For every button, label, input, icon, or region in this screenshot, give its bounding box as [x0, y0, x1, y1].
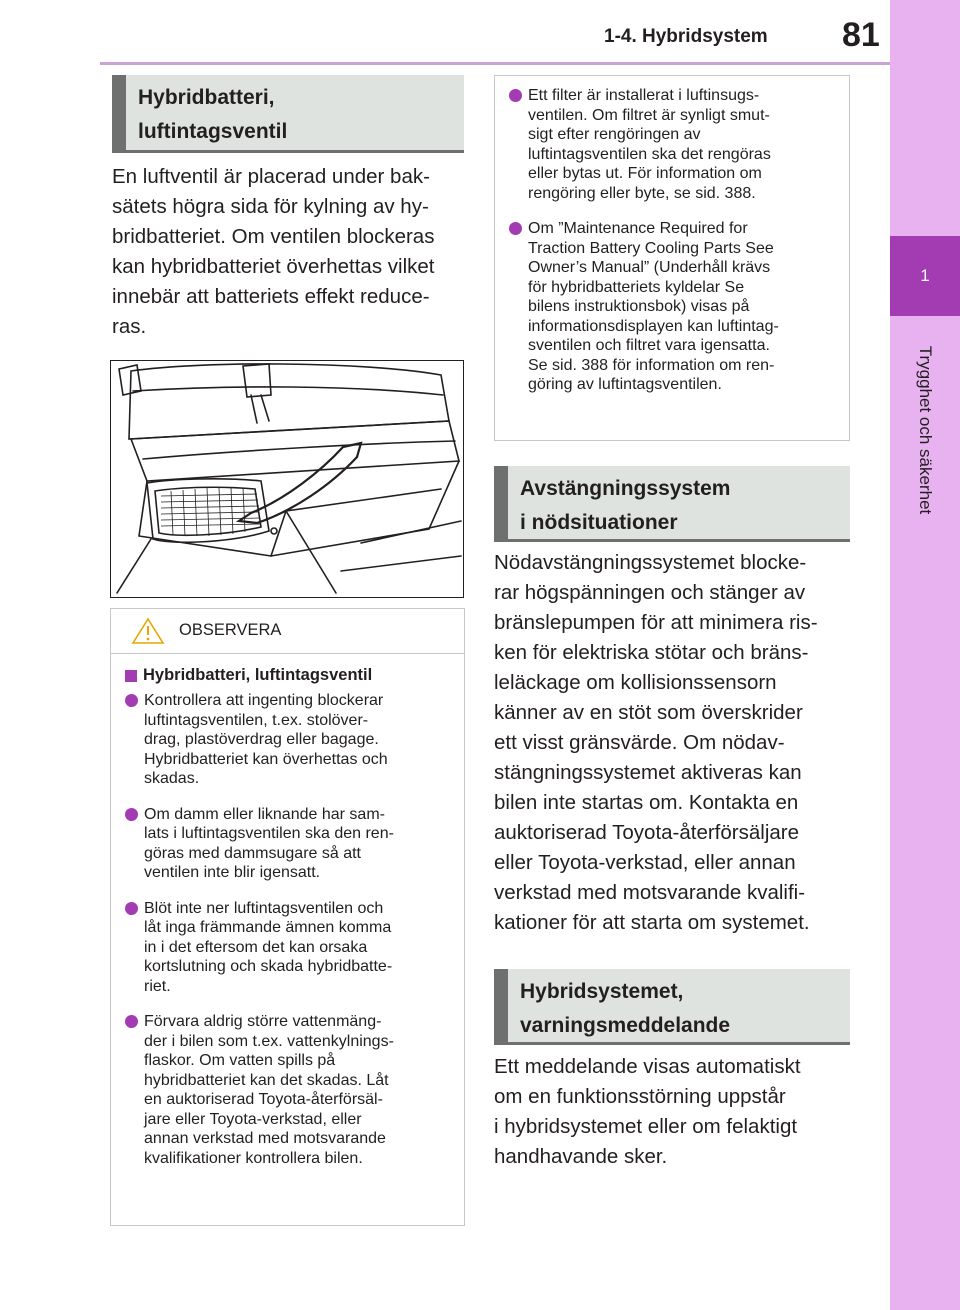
bullet-icon	[125, 1015, 138, 1028]
text-line: Nödavstängningssystemet blocke-	[494, 551, 807, 574]
text-line: luftintagsventilen ska det rengöras	[528, 145, 771, 163]
section-title: 1-4. Hybridsystem	[604, 26, 768, 47]
paragraph-emergency-shutoff	[494, 548, 854, 938]
text-line: ventilen. Om filtret är synligt smut-	[528, 106, 770, 124]
text-line: göring av luftintagsventilen.	[528, 376, 722, 393]
caution-subheading	[125, 666, 464, 685]
caution-subheading-text: Hybridbatteri, luftintagsventil	[143, 666, 373, 684]
text-line: lats i luftintagsventilen ska den ren-	[144, 825, 394, 842]
text-line: drag, plastöverdrag eller bagage.	[144, 731, 379, 748]
bullet-icon	[509, 222, 522, 235]
text-line: bilens instruktionsbok) visas på	[528, 298, 750, 315]
text-line: verkstad med motsvarande kvalifi-	[494, 881, 806, 904]
note-item	[509, 86, 837, 203]
text-line: kan hybridbatteriet överhettas vilket	[112, 255, 435, 278]
bullet-icon	[125, 694, 138, 707]
text-line: En luftventil är placerad under bak-	[112, 165, 430, 188]
text-line: ett visst gränsvärde. Om nödav-	[494, 731, 785, 754]
heading-line: i nödsituationer	[520, 511, 678, 534]
text-line: eller bytas ut. För information om	[528, 165, 762, 182]
text-line: ventilen inte blir igensatt.	[144, 864, 321, 881]
text-line: in i det eftersom det kan orsaka	[144, 938, 368, 956]
text-line: handhavande sker.	[494, 1145, 668, 1168]
text-line: Ett filter är installerat i luftinsugs-	[528, 87, 760, 104]
text-line: kationer för att starta om systemet.	[494, 911, 810, 934]
caution-label: OBSERVERA	[179, 621, 282, 639]
text-line: informationsdisplayen kan luftintag-	[528, 317, 779, 335]
text-line: eller Toyota-verkstad, eller annan	[494, 851, 796, 874]
text-line: Traction Battery Cooling Parts See	[528, 239, 774, 257]
chapter-number: 1	[890, 236, 960, 316]
text-line: sventilen och filtret vara igensatta.	[528, 337, 770, 354]
bullet-icon	[509, 89, 522, 102]
header-divider	[100, 62, 890, 65]
text-line: Om ”Maintenance Required for	[528, 220, 748, 237]
text-line: en auktoriserad Toyota-återförsäl-	[144, 1091, 383, 1108]
text-line: skadas.	[144, 770, 200, 787]
text-line: kortslutning och skada hybridbatte-	[144, 958, 393, 975]
caution-item	[125, 691, 452, 789]
text-line: sätets högra sida för kylning av hy-	[112, 195, 429, 218]
page-number: 81	[842, 16, 880, 54]
text-line: göras med dammsugare så att	[144, 844, 361, 862]
text-line: annan verkstad med motsvarande	[144, 1130, 386, 1147]
warning-triangle-icon	[131, 617, 165, 645]
text-line: ken för elektriska stötar och bräns-	[494, 641, 809, 664]
text-line: Förvara aldrig större vattenmäng-	[144, 1013, 382, 1030]
caution-panel	[110, 608, 465, 1226]
chapter-title: Trygghet och säkerhet	[916, 345, 935, 515]
note-item	[509, 219, 837, 395]
text-line: bilen inte startas om. Kontakta en	[494, 791, 799, 814]
text-line: leläckage om kollisionssensorn	[494, 671, 777, 694]
notes-panel	[494, 75, 850, 441]
text-line: riet.	[144, 977, 171, 995]
text-line: hybridbatteriet kan det skadas. Låt	[144, 1071, 389, 1089]
chapter-side-tab	[890, 0, 960, 1310]
text-line: låt inga främmande ämnen komma	[144, 919, 392, 936]
caution-item	[125, 1012, 452, 1168]
heading-line: luftintagsventil	[138, 120, 288, 143]
bullet-icon	[125, 808, 138, 821]
text-line: kvalifikationer kontrollera bilen.	[144, 1149, 363, 1167]
square-bullet-icon	[125, 670, 137, 682]
paragraph-warning-message	[494, 1052, 854, 1172]
text-line: känner av en stöt som överskrider	[494, 701, 803, 724]
heading-line: varningsmeddelande	[520, 1014, 731, 1037]
heading-hybrid-battery	[112, 75, 464, 153]
text-line: bridbatteriet. Om ventilen blockeras	[112, 225, 435, 248]
text-line: flaskor. Om vatten spills på	[144, 1052, 336, 1069]
bullet-icon	[125, 902, 138, 915]
text-line: bränslepumpen för att minimera ris-	[494, 611, 818, 634]
text-line: Om damm eller liknande har sam-	[144, 805, 385, 823]
text-line: auktoriserad Toyota-återförsäljare	[494, 821, 799, 844]
text-line: för hybridbatteriets kyldelar Se	[528, 278, 745, 296]
rear-seat-vent-drawing	[111, 361, 462, 596]
text-line: i hybridsystemet eller om felaktigt	[494, 1115, 798, 1138]
caution-header	[111, 609, 464, 654]
heading-line: Avstängningssystem	[520, 477, 731, 500]
text-line: innebär att batteriets effekt reduce-	[112, 285, 430, 308]
text-line: rengöring eller byte, se sid. 388.	[528, 184, 756, 202]
text-line: ras.	[112, 315, 147, 338]
text-line: Owner’s Manual” (Underhåll krävs	[528, 259, 771, 276]
caution-item	[125, 805, 452, 883]
text-line: Blöt inte ner luftintagsventilen och	[144, 899, 384, 917]
text-line: sigt efter rengöringen av	[528, 126, 701, 143]
heading-line: Hybridbatteri,	[138, 86, 275, 109]
paragraph-hybrid-battery	[112, 162, 472, 342]
caution-item	[125, 899, 452, 997]
text-line: luftintagsventilen, t.ex. stolöver-	[144, 711, 369, 729]
text-line: Kontrollera att ingenting blockerar	[144, 692, 384, 709]
text-line: Se sid. 388 för information om ren-	[528, 356, 775, 374]
text-line: rar högspänningen och stänger av	[494, 581, 806, 604]
air-vent-illustration	[110, 360, 464, 598]
text-line: stängningssystemet aktiveras kan	[494, 761, 802, 784]
text-line: jare eller Toyota-verkstad, eller	[144, 1110, 362, 1128]
text-line: om en funktionsstörning uppstår	[494, 1085, 786, 1108]
text-line: der i bilen som t.ex. vattenkylnings-	[144, 1032, 394, 1050]
heading-line: Hybridsystemet,	[520, 980, 684, 1003]
heading-emergency-shutoff	[494, 466, 850, 542]
text-line: Ett meddelande visas automatiskt	[494, 1055, 801, 1078]
text-line: Hybridbatteriet kan överhettas och	[144, 750, 388, 768]
heading-warning-message	[494, 969, 850, 1045]
